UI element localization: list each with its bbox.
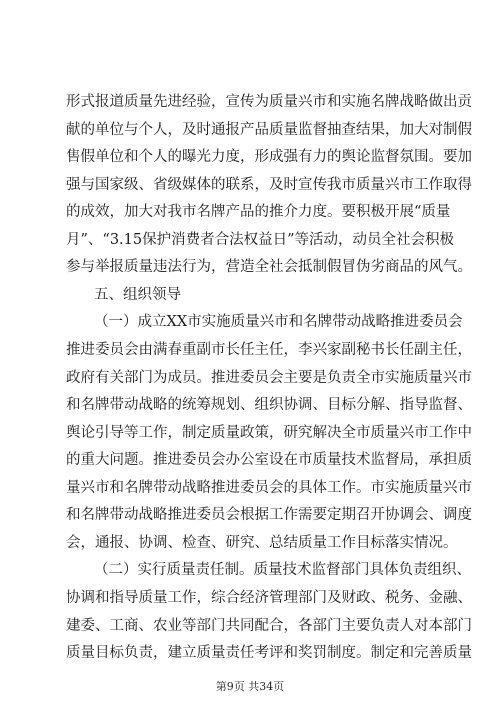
body-text-line: 月”、“3.15保护消费者合法权益日”等活动，动员全社会积极 (66, 231, 455, 248)
body-text-line: 参与举报质量违法行为，营造全社会抵制假冒伪劣商品的风气。 (66, 259, 472, 276)
body-text-line: 舆论引导等工作，制定质量政策，研究解决全市质量兴市工作中 (66, 424, 472, 441)
body-text-line: 和名牌带动战略的统筹规划、组织协调、目标分解、指导监督、 (66, 397, 472, 414)
body-text-line: 政府有关部门为成员。推进委员会主要是负责全市实施质量兴市 (66, 369, 472, 386)
page-number-footer: 第9页 共34页 (215, 680, 285, 693)
subsection-heading: （二）实行质量责任制。质量技术监督部门具体负责组织、 (94, 562, 471, 579)
body-text-line: 协调和指导质量工作，综合经济管理部门及财政、税务、金融、 (66, 589, 472, 606)
body-text-line: 和名牌带动战略推进委员会根据工作需要定期召开协调会、调度 (66, 507, 472, 524)
body-text-line: 形式报道质量先进经验，宣传为质量兴市和实施名牌战略做出贡 (66, 94, 472, 110)
subsection-heading: （一）成立XX市实施质量兴市和名牌带动战略推进委员会 (94, 314, 463, 331)
body-text-line: 推进委员会由满春重副市长任主任，李兴家副秘书长任副主任， (66, 342, 472, 358)
body-text-line: 强与国家级、省级媒体的联系，及时宣传我市质量兴市工作取得 (66, 176, 472, 193)
body-text-line: 的成效，加大对我市名牌产品的推介力度。要积极开展“质量 (66, 204, 451, 221)
body-text-line: 质量目标负责，建立质量责任考评和奖罚制度。制定和完善质量 (66, 645, 472, 661)
body-text-line: 会，通报、协调、检查、研究、总结质量工作目标落实情况。 (66, 534, 458, 551)
body-text-line: 量兴市和名牌带动战略推进委员会的具体工作。市实施质量兴市 (66, 479, 472, 496)
body-text-line: 售假单位和个人的曝光力度，形成强有力的舆论监督氛围。要加 (66, 149, 472, 166)
body-text-line: 献的单位与个人，及时通报产品质量监督抽查结果，加大对制假 (66, 121, 472, 138)
body-text-line: 的重大问题。推进委员会办公室设在市质量技术监督局，承担质 (66, 452, 472, 469)
section-heading: 五、组织领导 (94, 286, 181, 303)
body-text-line: 建委、工商、农业等部门共同配合，各部门主要负责人对本部门 (66, 617, 472, 634)
